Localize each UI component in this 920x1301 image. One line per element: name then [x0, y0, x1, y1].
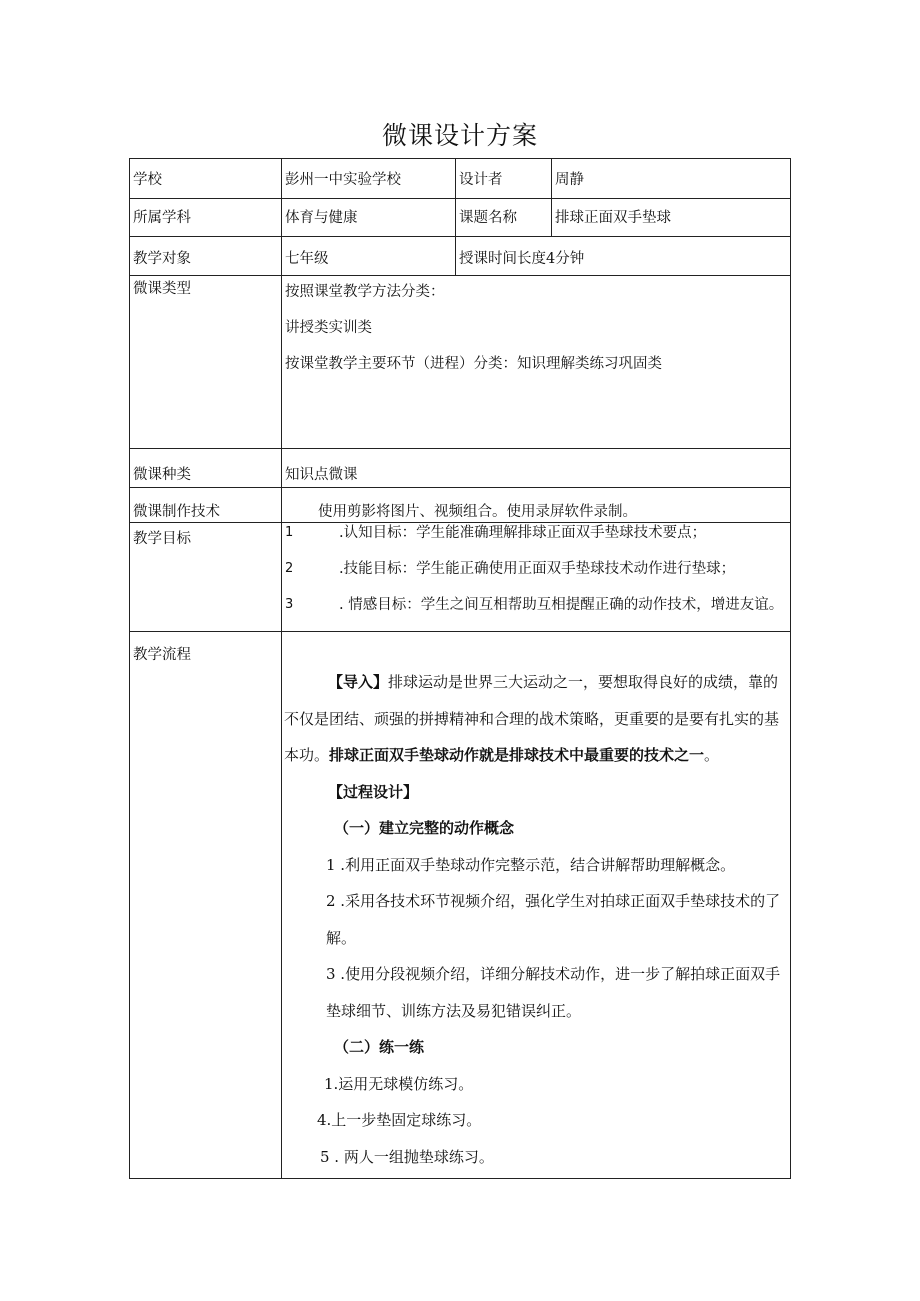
part2-item: 4.上一步垫固定球练习。 — [317, 1111, 482, 1129]
type-line: 按课堂教学主要环节（进程）分类：知识理解类练习巩固类 — [285, 356, 662, 372]
subject-value: 体育与健康 — [285, 210, 358, 226]
topic-label: 课题名称 — [459, 210, 517, 226]
type-label: 微课类型 — [133, 281, 191, 297]
designer-label: 设计者 — [459, 172, 503, 188]
flow-content — [282, 632, 790, 1175]
table-row — [130, 523, 791, 632]
design-table — [129, 158, 791, 1179]
goal-item: 1 .认知目标：学生能准确理解排球正面双手垫球技术要点； — [285, 525, 707, 541]
kind-value: 知识点微课 — [285, 467, 358, 483]
subject-label: 所属学科 — [133, 210, 191, 226]
table-row — [130, 199, 791, 237]
goal-item: 3 . 情感目标：学生之间互相帮助互相提醒正确的动作技术，增进友谊。 — [285, 597, 784, 613]
table-row — [130, 449, 791, 488]
designer-value: 周静 — [555, 172, 584, 188]
school-label: 学校 — [133, 172, 162, 188]
part1-item: 1 .利用正面双手垫球动作完整示范，结合讲解帮助理解概念。 — [326, 855, 736, 874]
flow-label: 教学流程 — [133, 647, 191, 663]
duration-text: 授课时间长度4分钟 — [459, 251, 585, 267]
table-row — [130, 237, 791, 276]
design-heading: 【过程设计】 — [328, 782, 419, 801]
type-line: 讲授类实训类 — [285, 320, 372, 336]
intro-paragraph: 【导入】排球运动是世界三大运动之一，要想取得良好的成绩，靠的不仅是团结、顽强的拼搏精神和合理的战术策略，更重要的是要有扎实的基本功。排球正面双手垫球动作就是排球技术中最重要的技术之一。 — [284, 673, 780, 764]
topic-value: 排球正面双手垫球 — [555, 210, 671, 226]
table-row — [130, 488, 791, 523]
part1-heading: （一）建立完整的动作概念 — [334, 819, 515, 837]
part2-item: 5 . 两人一组抛垫球练习。 — [320, 1147, 494, 1166]
table-row — [130, 632, 791, 1179]
part1-item: 2 .采用各技术环节视频介绍，强化学生对拍球正面双手垫球技术的了解。 — [326, 892, 781, 947]
audience-label: 教学对象 — [133, 251, 191, 267]
goal-item: 2 .技能目标：学生能正确使用正面双手垫球技术动作进行垫球； — [285, 561, 736, 577]
part2-item: 1.运用无球模仿练习。 — [324, 1074, 474, 1093]
table-row — [130, 276, 791, 449]
school-value: 彭州一中实验学校 — [285, 172, 401, 188]
goals-label: 教学目标 — [133, 531, 191, 547]
kind-label: 微课种类 — [133, 467, 191, 483]
audience-value: 七年级 — [285, 251, 329, 267]
tech-value: 使用剪影将图片、视频组合。使用录屏软件录制。 — [318, 504, 637, 520]
tech-label: 微课制作技术 — [133, 504, 220, 520]
table-row — [130, 159, 791, 199]
type-line: 按照课堂教学方法分类： — [285, 284, 445, 300]
part2-heading: （二）练一练 — [334, 1038, 425, 1056]
part1-item: 3 .使用分段视频介绍，详细分解技术动作，进一步了解拍球正面双手垫球细节、训练方法及易犯错误纠正。 — [326, 965, 781, 1020]
page-title: 微课设计方案 — [381, 121, 538, 150]
